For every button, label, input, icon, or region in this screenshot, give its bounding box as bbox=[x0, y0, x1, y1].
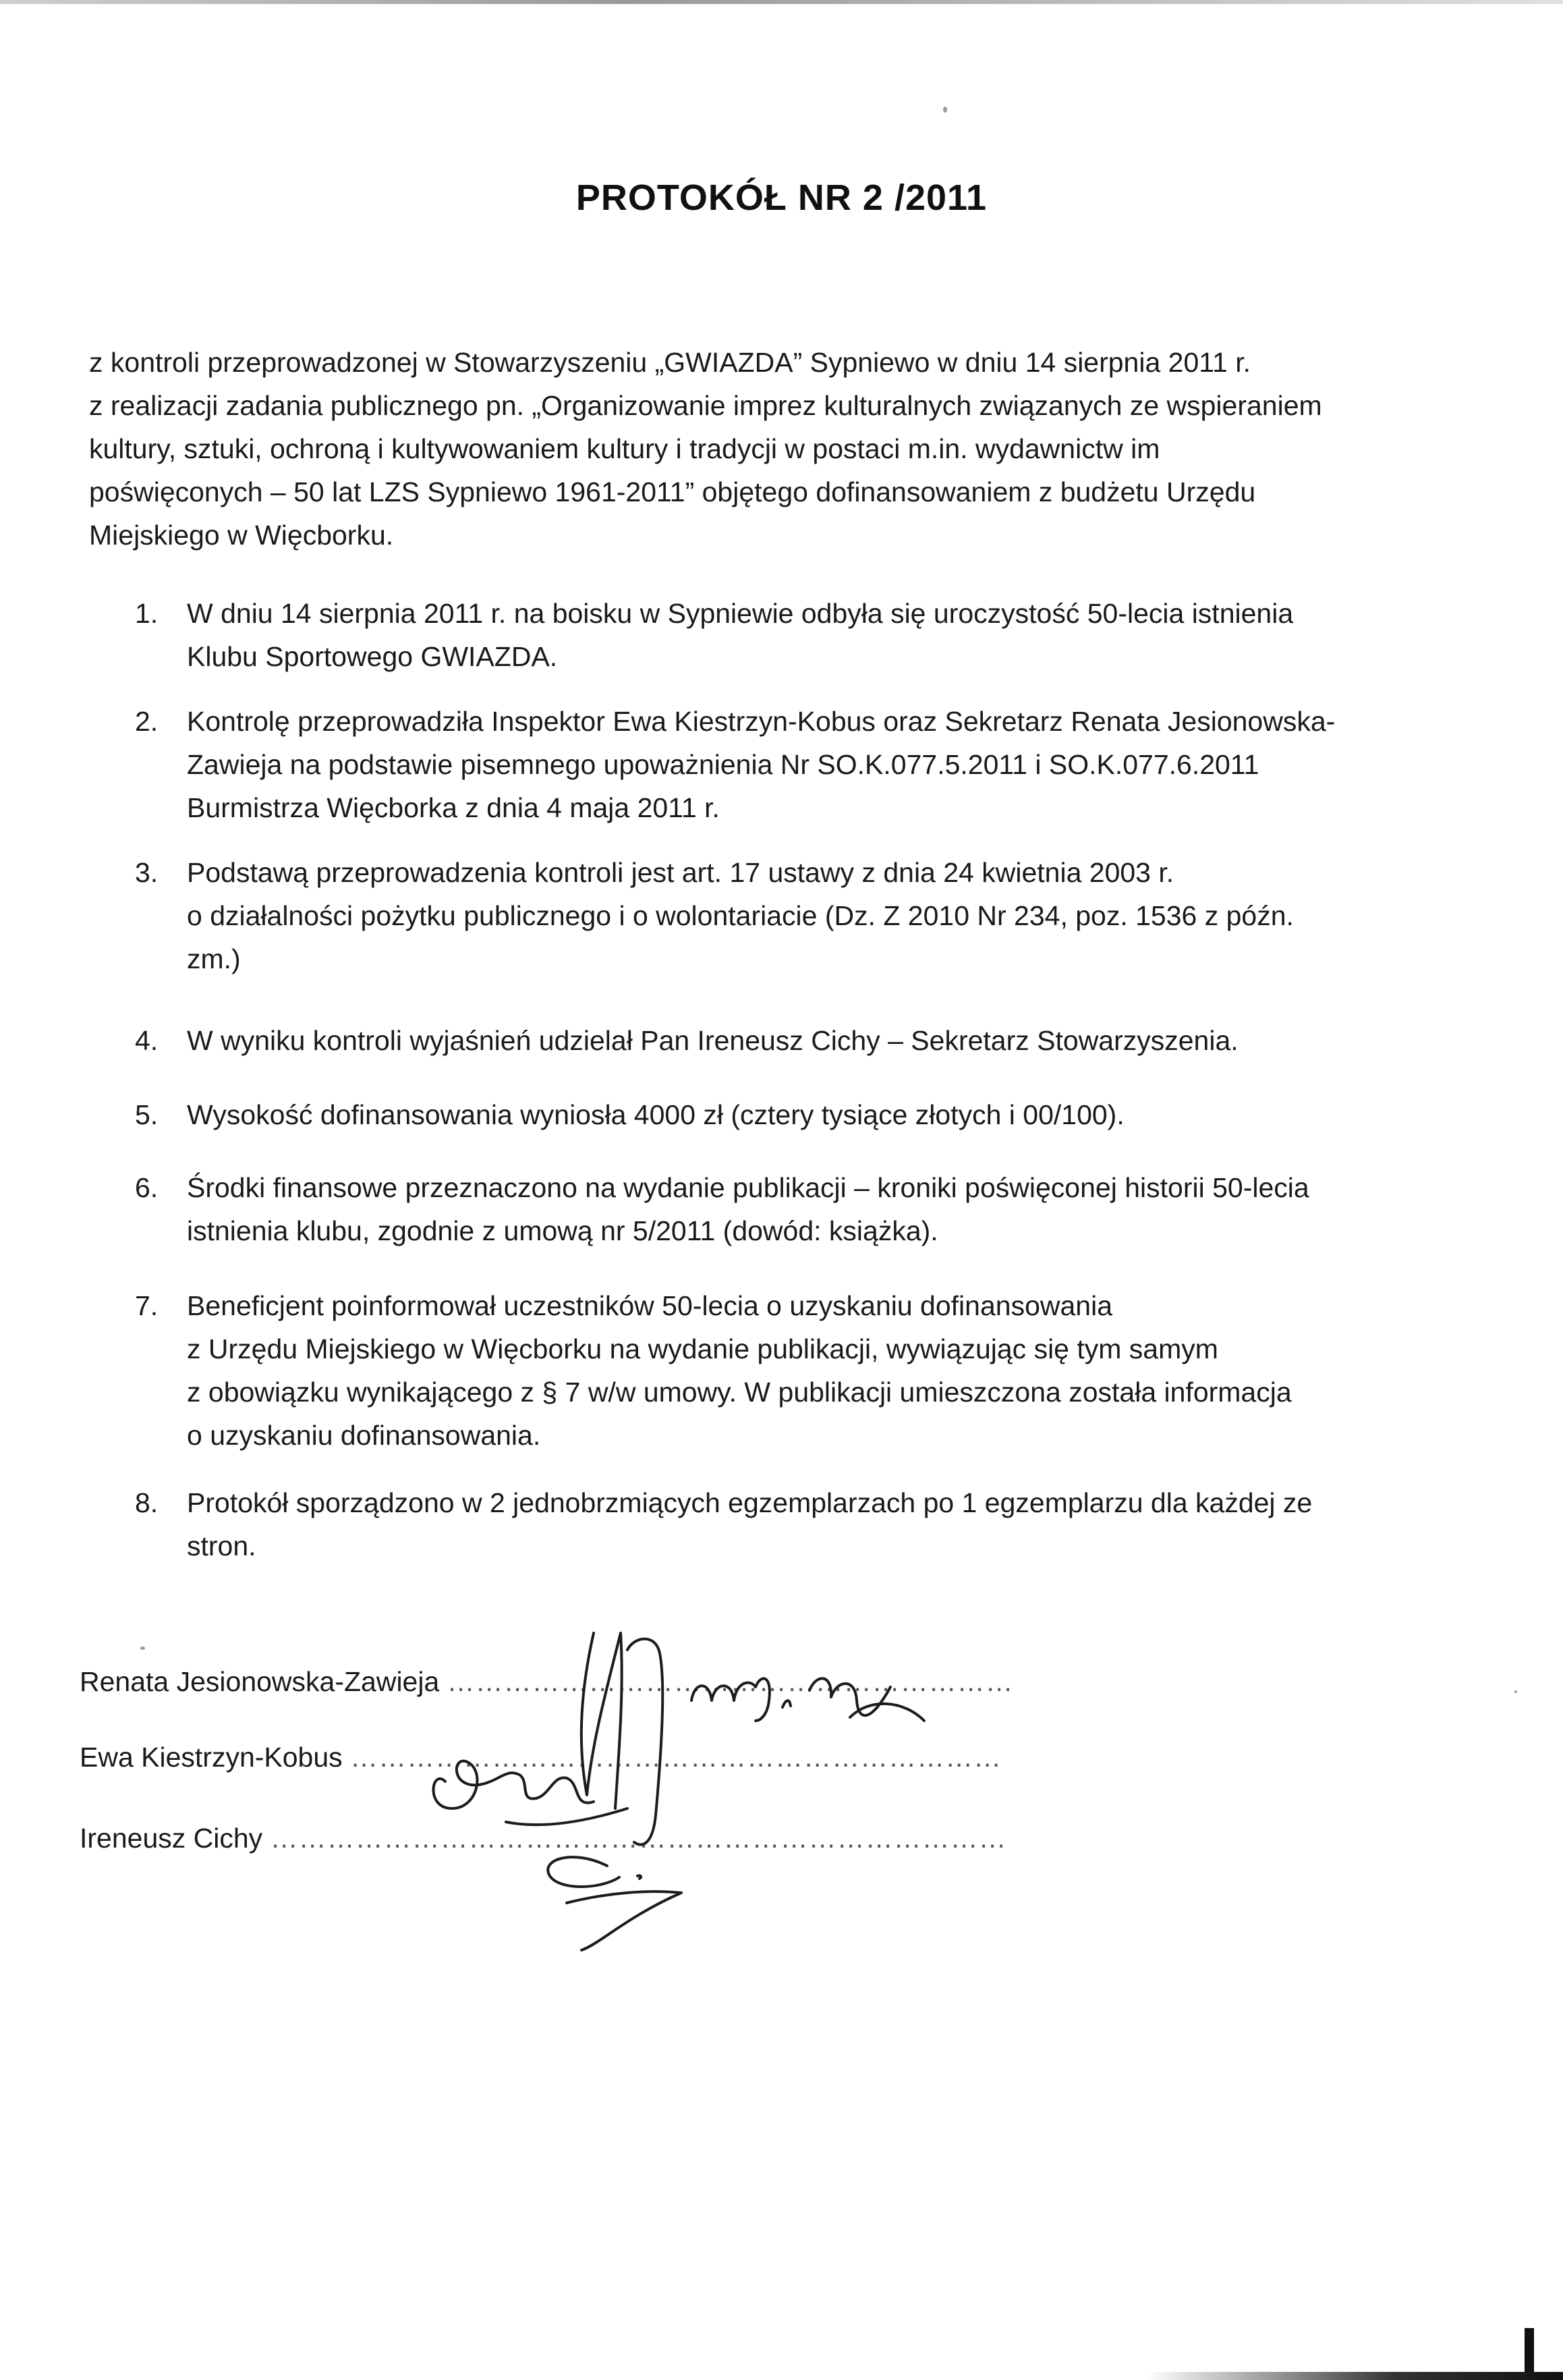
item-line: Podstawą przeprowadzenia kontroli jest art. 17 ustawy z dnia 24 kwietnia 2003 r. bbox=[187, 857, 1174, 888]
signature-stroke bbox=[691, 1678, 770, 1721]
signatory-name: Renata Jesionowska-Zawieja bbox=[80, 1666, 440, 1697]
item-number: 6. bbox=[135, 1172, 159, 1203]
item-number: 4. bbox=[135, 1025, 159, 1056]
item-line: istnienia klubu, zgodnie z umową nr 5/2011 (dowód: książka). bbox=[187, 1215, 938, 1246]
intro-paragraph bbox=[89, 341, 1394, 557]
signature-stroke bbox=[637, 1875, 641, 1879]
scan-edge-line bbox=[0, 0, 1563, 4]
item-line: z obowiązku wynikającego z § 7 w/w umowy. W publikacji umieszczona została informacja bbox=[187, 1377, 1292, 1408]
item-line: W wyniku kontroli wyjaśnień udzielał Pan Ireneusz Cichy – Sekretarz Stowarzyszenia. bbox=[187, 1025, 1239, 1056]
item-line: Burmistrza Więcborka z dnia 4 maja 2011 r. bbox=[187, 792, 720, 823]
item-line: zm.) bbox=[187, 943, 241, 974]
signature-line: …………………………………………………… bbox=[447, 1666, 1014, 1697]
item-number: 1. bbox=[135, 598, 159, 629]
item-number: 3. bbox=[135, 857, 159, 888]
signature-stroke bbox=[783, 1700, 791, 1707]
item-text bbox=[187, 1166, 1394, 1252]
item-line: W dniu 14 sierpnia 2011 r. na boisku w Sypniewie odbyła się uroczystość 50-lecia istnienia bbox=[187, 598, 1294, 629]
item-number: 2. bbox=[135, 706, 159, 737]
item-line: Kontrolę przeprowadziła Inspektor Ewa Kiestrzyn-Kobus oraz Sekretarz Renata Jesionowska- bbox=[187, 706, 1336, 737]
item-text bbox=[187, 700, 1394, 829]
item-line: Środki finansowe przeznaczono na wydanie publikacji – kroniki poświęconej historii 50-lecia bbox=[187, 1172, 1309, 1203]
signature-stroke bbox=[809, 1678, 890, 1715]
item-line: Zawieja na podstawie pisemnego upoważnienia Nr SO.K.077.5.2011 i SO.K.077.6.2011 bbox=[187, 749, 1259, 780]
item-number: 5. bbox=[135, 1099, 159, 1130]
signatory-name: Ireneusz Cichy bbox=[80, 1823, 263, 1854]
signature-stroke bbox=[627, 1639, 662, 1845]
item-text bbox=[187, 1481, 1394, 1568]
item-line: Beneficjent poinformował uczestników 50-lecia o uzyskaniu dofinansowania bbox=[187, 1290, 1112, 1321]
item-number: 8. bbox=[135, 1487, 159, 1518]
item-text bbox=[187, 592, 1394, 678]
signature-stroke bbox=[506, 1808, 627, 1825]
scan-speck bbox=[140, 1646, 145, 1650]
signature-stroke bbox=[434, 1761, 594, 1808]
intro-line: z kontroli przeprowadzonej w Stowarzyszeniu „GWIAZDA” Sypniewo w dniu 14 sierpnia 2011 r. bbox=[89, 347, 1251, 378]
item-line: z Urzędu Miejskiego w Więcborku na wydanie publikacji, wywiązując się tym samym bbox=[187, 1333, 1218, 1364]
item-line: Protokół sporządzono w 2 jednobrzmiących egzemplarzach po 1 egzemplarzu dla każdej ze bbox=[187, 1487, 1313, 1518]
item-line: o działalności pożytku publicznego i o wolontariacie (Dz. Z 2010 Nr 234, poz. 1536 z późn. bbox=[187, 900, 1294, 931]
document-title: PROTOKÓŁ NR 2 /2011 bbox=[575, 177, 988, 218]
signature-line: …………………………………………………………………… bbox=[270, 1823, 1007, 1854]
signature-line: …………………………………………………………… bbox=[350, 1742, 1002, 1773]
intro-line: kultury, sztuki, ochroną i kultywowaniem kultury i tradycji w postaci m.in. wydawnictw im bbox=[89, 433, 1160, 464]
scan-speck bbox=[1514, 1690, 1517, 1693]
item-line: stron. bbox=[187, 1530, 256, 1561]
signatory-name: Ewa Kiestrzyn-Kobus bbox=[80, 1742, 343, 1773]
item-line: Wysokość dofinansowania wyniosła 4000 zł (cztery tysiące złotych i 00/100). bbox=[187, 1099, 1125, 1130]
item-text bbox=[187, 1284, 1394, 1457]
item-text bbox=[187, 1019, 1394, 1062]
signature-stroke bbox=[581, 1633, 622, 1808]
intro-line: Miejskiego w Więcborku. bbox=[89, 520, 394, 551]
item-line: Klubu Sportowego GWIAZDA. bbox=[187, 641, 558, 672]
scan-edge-line bbox=[1147, 2372, 1563, 2380]
handwritten-signatures bbox=[405, 1606, 958, 1957]
scan-speck bbox=[943, 107, 947, 113]
signature-stroke bbox=[567, 1891, 681, 1950]
intro-line: poświęconych – 50 lat LZS Sypniewo 1961-2011” objętego dofinansowaniem z budżetu Urzędu bbox=[89, 476, 1256, 507]
item-text bbox=[187, 1093, 1394, 1136]
signature-stroke bbox=[548, 1857, 619, 1887]
item-text bbox=[187, 851, 1394, 980]
intro-line: z realizacji zadania publicznego pn. „Organizowanie imprez kulturalnych związanych ze wspieraniem bbox=[89, 390, 1322, 421]
item-line: o uzyskaniu dofinansowania. bbox=[187, 1420, 541, 1451]
item-number: 7. bbox=[135, 1290, 159, 1321]
